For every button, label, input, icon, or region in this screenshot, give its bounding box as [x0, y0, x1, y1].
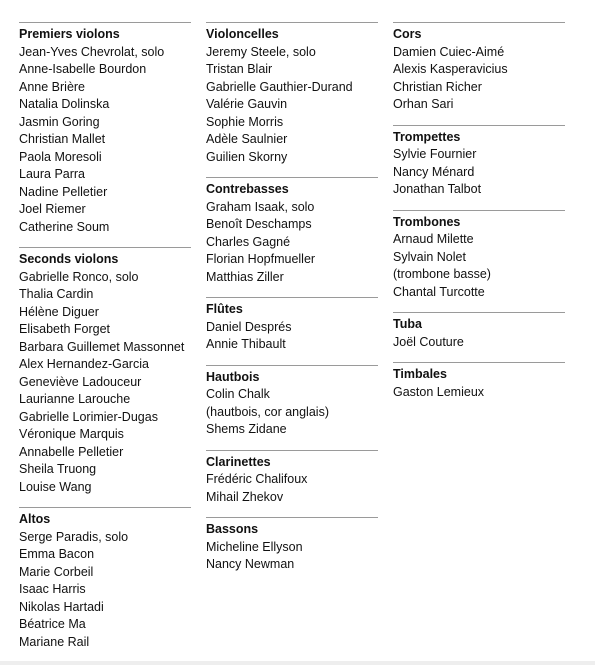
member-name: Micheline Ellyson [206, 539, 303, 554]
section-title: Premiers violons [19, 27, 120, 41]
section-title: Bassons [206, 522, 259, 536]
member-name: Marie Corbeil [19, 564, 94, 579]
member-name: Sylvain Nolet [393, 249, 466, 264]
member-name: Béatrice Ma [19, 617, 86, 631]
member-name: Jeremy Steele, solo [206, 44, 316, 59]
section-trombones [393, 210, 565, 302]
member-name: Véronique Marquis [19, 427, 124, 441]
section-trompettes [393, 125, 565, 199]
member-name: Gaston Lemieux [393, 384, 485, 399]
section-clarinettes [206, 450, 378, 507]
member-name: Adèle Saulnier [206, 132, 288, 146]
member-name: Mariane Rail [19, 634, 90, 649]
section-altos [19, 507, 191, 651]
member-name: Gabrielle Ronco, solo [19, 269, 139, 284]
section-cors [393, 22, 565, 114]
section-title: Seconds violons [19, 252, 119, 266]
roster-column-3 [393, 22, 565, 412]
section-title: Timbales [393, 367, 447, 381]
section-bassons [206, 517, 378, 574]
member-name: Alexis Kasperavicius [393, 62, 508, 76]
section-title: Flûtes [206, 302, 243, 316]
member-name: Serge Paradis, solo [19, 529, 129, 544]
member-name: Anne Brière [19, 79, 86, 94]
member-name: Catherine Soum [19, 219, 110, 234]
section-title: Violoncelles [206, 27, 279, 41]
member-name: Jean-Yves Chevrolat, solo [19, 44, 165, 59]
member-name: Louise Wang [19, 479, 92, 494]
member-name: Benoît Deschamps [206, 217, 312, 231]
section-title: Clarinettes [206, 454, 271, 469]
member-name: Nikolas Hartadi [19, 599, 104, 614]
section-fl-tes [206, 297, 378, 354]
member-name: Graham Isaak, solo [206, 199, 315, 214]
member-name: Emma Bacon [19, 547, 95, 561]
section-title: Hautbois [206, 369, 260, 384]
section-contrebasses [206, 177, 378, 286]
section-hautbois [206, 365, 378, 439]
section-premiers-violons [19, 22, 191, 236]
member-name: Isaac Harris [19, 582, 86, 596]
section-title: Trompettes [393, 129, 461, 144]
member-name: Geneviève Ladouceur [19, 374, 142, 389]
section-title: Trombones [393, 214, 461, 229]
member-name: Elisabeth Forget [19, 322, 111, 336]
member-name: Damien Cuiec-Aimé [393, 44, 505, 59]
member-name: Jasmin Goring [19, 114, 100, 129]
member-name: Gabrielle Gauthier-Durand [206, 79, 353, 94]
member-name: Thalia Cardin [19, 287, 94, 301]
member-name: Laurianne Larouche [19, 392, 131, 406]
member-name: Christian Mallet [19, 132, 106, 146]
member-name: Barbara Guillemet Massonnet [19, 339, 185, 354]
member-name: Guilien Skorny [206, 149, 288, 164]
member-name: Alex Hernandez-Garcia [19, 357, 149, 371]
member-name: Tristan Blair [206, 62, 273, 76]
member-name: Chantal Turcotte [393, 284, 485, 299]
bottom-divider [0, 661, 595, 665]
section-timbales [393, 362, 565, 401]
member-name: (hautbois, cor anglais) [206, 404, 329, 419]
member-name: Gabrielle Lorimier-Dugas [19, 409, 158, 424]
member-name: Frédéric Chalifoux [206, 472, 308, 486]
member-name: Nancy Ménard [393, 164, 475, 179]
member-name: Joël Couture [393, 334, 464, 349]
section-violoncelles [206, 22, 378, 166]
member-name: Charles Gagné [206, 234, 291, 249]
member-name: Matthias Ziller [206, 269, 284, 284]
member-name: Annabelle Pelletier [19, 444, 124, 459]
member-name: Shems Zidane [206, 422, 287, 436]
section-tuba [393, 312, 565, 351]
member-name: Valérie Gauvin [206, 97, 288, 111]
member-name: Nancy Newman [206, 557, 295, 571]
roster-column-2 [206, 22, 378, 585]
member-name: Orhan Sari [393, 97, 454, 111]
member-name: Daniel Després [206, 319, 292, 334]
member-name: Jonathan Talbot [393, 182, 482, 196]
member-name: Sheila Truong [19, 462, 97, 476]
member-name: Natalia Dolinska [19, 97, 110, 111]
section-title: Contrebasses [206, 182, 289, 196]
roster-column-1 [19, 22, 191, 662]
member-name: Paola Moresoli [19, 149, 102, 164]
member-name: Christian Richer [393, 79, 482, 94]
member-name: Joel Riemer [19, 202, 86, 216]
member-name: (trombone basse) [393, 267, 491, 281]
member-name: Colin Chalk [206, 387, 270, 401]
section-title: Cors [393, 27, 422, 41]
section-title: Tuba [393, 317, 422, 331]
section-seconds-violons [19, 247, 191, 496]
member-name: Mihail Zhekov [206, 489, 284, 504]
member-name: Florian Hopfmueller [206, 252, 316, 266]
member-name: Anne-Isabelle Bourdon [19, 62, 147, 76]
member-name: Laura Parra [19, 167, 86, 181]
member-name: Arnaud Milette [393, 232, 474, 246]
section-title: Altos [19, 512, 51, 526]
member-name: Annie Thibault [206, 337, 286, 351]
member-name: Sophie Morris [206, 114, 284, 129]
member-name: Nadine Pelletier [19, 184, 108, 199]
member-name: Sylvie Fournier [393, 147, 477, 161]
member-name: Hélène Diguer [19, 304, 99, 319]
